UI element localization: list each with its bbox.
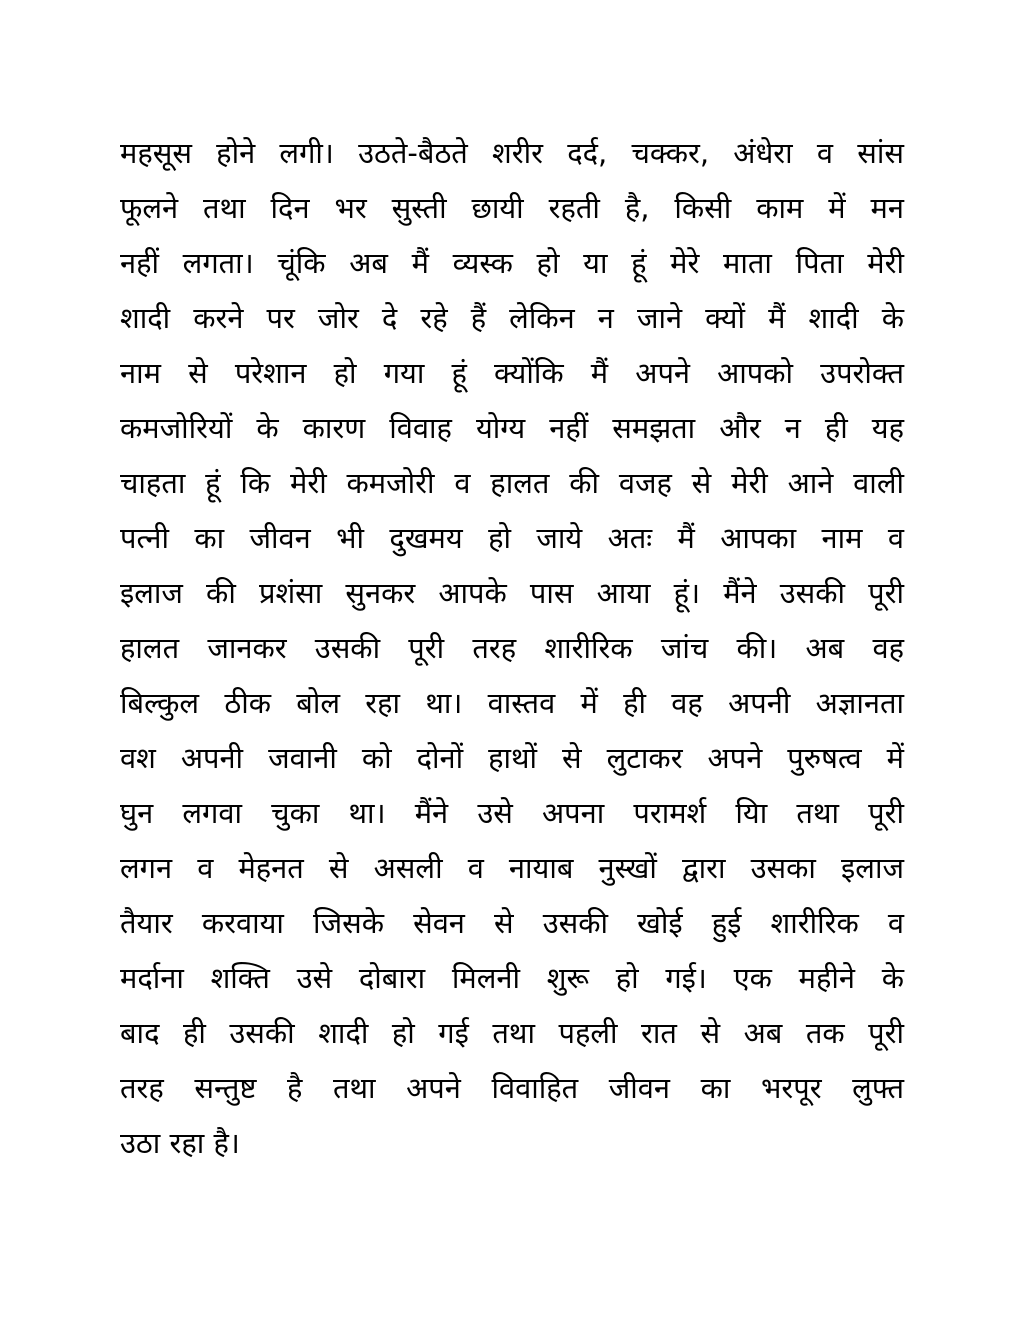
body-text (120, 126, 904, 1171)
text-line: घुन लगवा चुका था। मैंने उसे अपना परामर्श यिा तथा पूरी (120, 796, 904, 830)
text-line: तैयार करवाया जिसके सेवन से उसकी खोई हुई शारीरिक व (120, 906, 904, 940)
text-line: बिल्कुल ठीक बोल रहा था। वास्तव में ही वह अपनी अज्ञानता (120, 686, 904, 720)
text-line-last: उठा रहा है। (120, 1126, 240, 1160)
text-line: नाम से परेशान हो गया हूं क्योंकि मैं अपने आपको उपरोक्त (120, 356, 904, 390)
text-line: हालत जानकर उसकी पूरी तरह शारीरिक जांच की। अब वह (120, 631, 904, 665)
text-line: कमजोरियों के कारण विवाह योग्य नहीं समझता और न ही यह (120, 411, 904, 445)
text-line: फूलने तथा दिन भर सुस्ती छायी रहती है, किसी काम में मन (120, 191, 904, 225)
text-line: नहीं लगता। चूंकि अब मैं व्यस्क हो या हूं मेरे माता पिता मेरी (120, 246, 904, 280)
text-line: लगन व मेहनत से असली व नायाब नुस्खों द्वारा उसका इलाज (120, 851, 904, 885)
text-line: तरह सन्तुष्ट है तथा अपने विवाहित जीवन का भरपूर लुफ्त (120, 1071, 904, 1105)
text-line: इलाज की प्रशंसा सुनकर आपके पास आया हूं। मैंने उसकी पूरी (120, 576, 904, 610)
text-line: शादी करने पर जोर दे रहे हैं लेकिन न जाने क्यों मैं शादी के (120, 301, 904, 335)
text-line: बाद ही उसकी शादी हो गई तथा पहली रात से अब तक पूरी (120, 1016, 904, 1050)
text-line: महसूस होने लगी। उठते-बैठते शरीर दर्द, चक्कर, अंधेरा व सांस (120, 136, 904, 170)
text-line: मर्दाना शक्ति उसे दोबारा मिलनी शुरू हो गई। एक महीने के (120, 961, 904, 995)
text-line: पत्नी का जीवन भी दुखमय हो जाये अतः मैं आपका नाम व (120, 521, 904, 555)
text-line: वश अपनी जवानी को दोनों हाथों से लुटाकर अपने पुरुषत्व में (120, 741, 904, 775)
text-line: चाहता हूं कि मेरी कमजोरी व हालत की वजह से मेरी आने वाली (120, 466, 904, 500)
